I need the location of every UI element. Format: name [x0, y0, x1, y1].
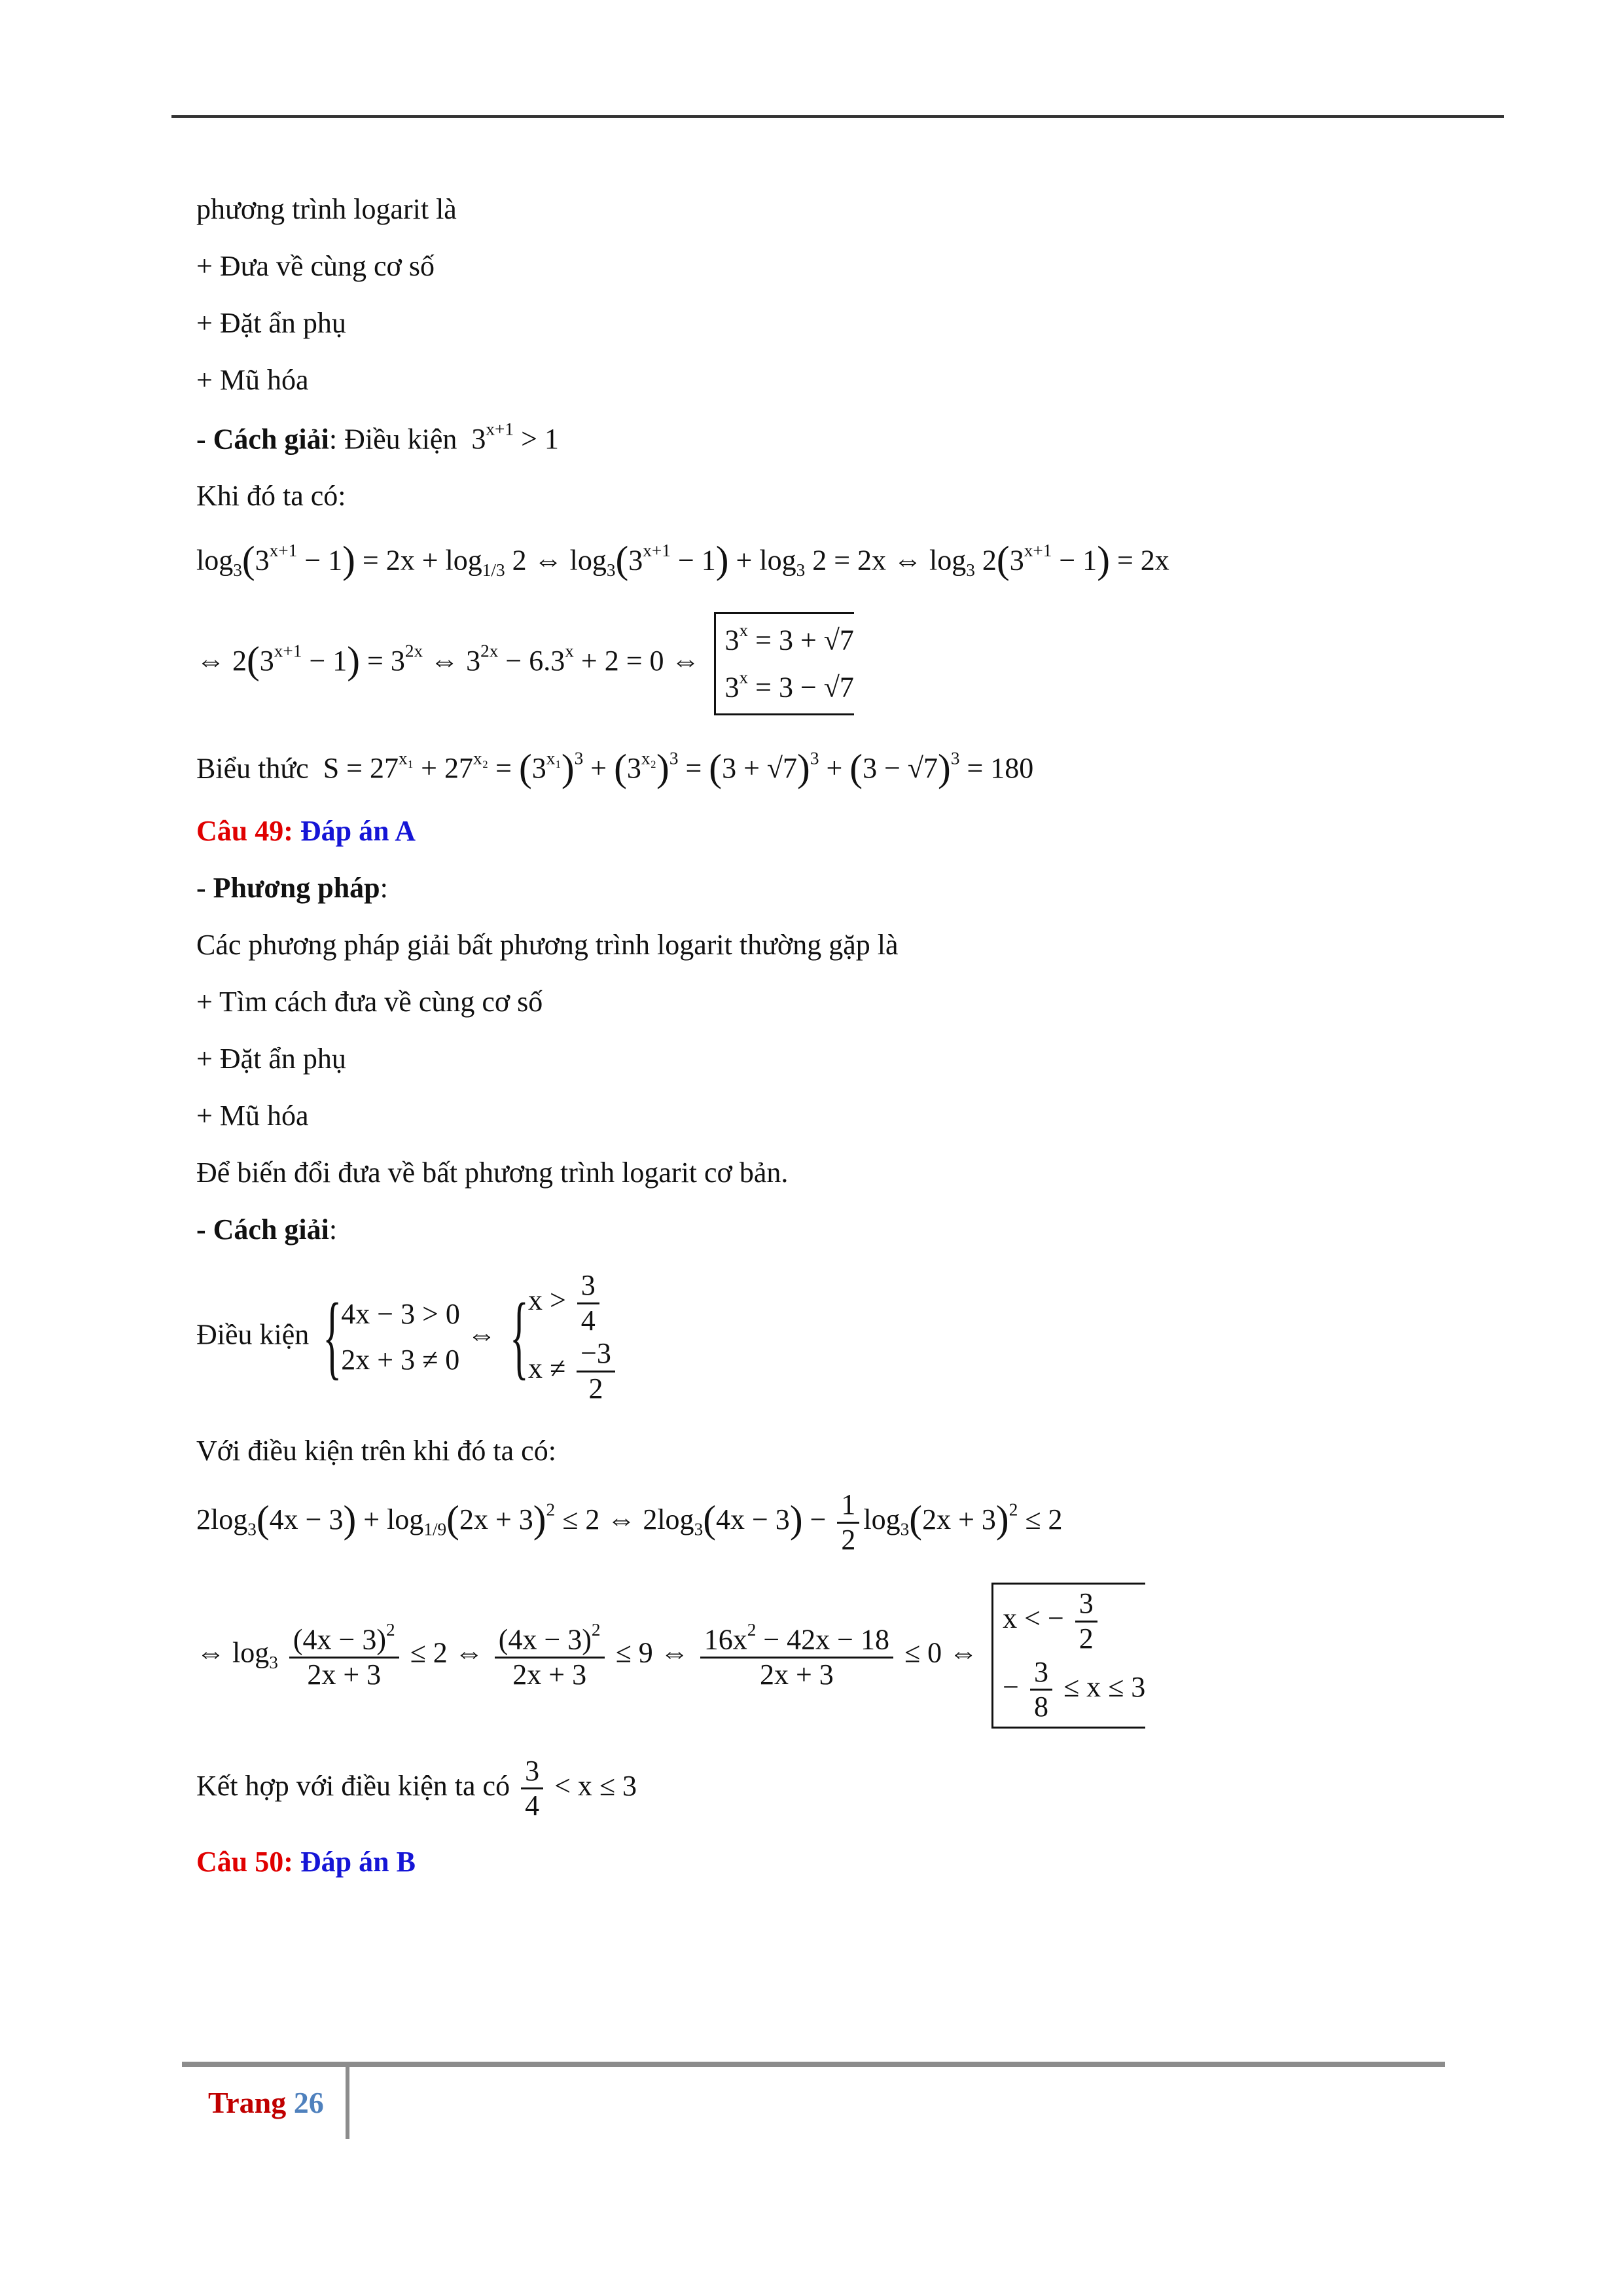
- formula-expression: $S = 27^{x_1} + 27^{x_2} = (3^{x_1})^3 + (3^{x_2})^3 = (3 + √7)^3 + (3 - √7)^3 = 180$: [315, 745, 1034, 789]
- question-label: Câu 50:: [196, 1846, 293, 1878]
- condition-text: : Điều kiện: [329, 423, 457, 456]
- formula-condition: $3^{x+1} > 1$: [464, 420, 559, 456]
- formula-inequality-1: $2\log_3(4x - 3) + \log_{1/9}(2x + 3)^2 \le 2$ ⇔ $2\log_3(4x - 3)$ − $\frac{1}{2}$ $\log_3(2x + 3)^2 \le 2$: [196, 1488, 1063, 1556]
- solution-heading: - Cách giải:: [196, 1213, 338, 1246]
- expression-label: Biểu thức: [196, 751, 309, 784]
- page-number: [208, 2085, 324, 2120]
- text-line: + Đặt ẩn phụ: [196, 1042, 346, 1075]
- text-line: + Đưa về cùng cơ số: [196, 250, 435, 282]
- condition-system: { 4x − 3 > 0 2x + 3 ≠ 0: [323, 1291, 460, 1384]
- header-rule: [171, 115, 1504, 118]
- solution-bracket: $3^x = 3 + √7$ $3^x = 3 - √7$: [714, 612, 854, 715]
- solution-bracket: x < − $\frac{3}{2}$ − $\frac{3}{8}$ ≤ x ≤ 3: [991, 1583, 1145, 1728]
- conclusion-text: Kết hợp với điều kiện ta có: [196, 1770, 510, 1803]
- method-heading: - Phương pháp:: [196, 871, 388, 904]
- formula-equation-1: $\log_3(3^{x+1} - 1) = 2x + \log_{1/3} 2$ ⇔ $\log_3(3^{x+1} - 1) + \log_3 2 = 2x$ ⇔ $\log_3 2(3^{x+1} - 1) = 2x$: [196, 537, 1169, 581]
- text-line: Với điều kiện trên khi đó ta có:: [196, 1435, 556, 1467]
- expression-line: [196, 742, 1492, 794]
- text-line: + Đặt ẩn phụ: [196, 307, 346, 339]
- conclusion-line: [196, 1755, 1492, 1823]
- text-line: Các phương pháp giải bất phương trình logarit thường gặp là: [196, 928, 899, 961]
- condition-result: { x > $\frac{3}{4}$ x ≠ $\frac{-3}{2}$: [510, 1269, 619, 1405]
- page-label: Trang: [208, 2086, 287, 2119]
- formula-conclusion: $\frac{3}{4}$ < x ≤ 3: [517, 1770, 637, 1802]
- answer-label: Đáp án B: [300, 1846, 416, 1878]
- section-label: - Cách giải: [196, 423, 329, 456]
- section-label: - Phương pháp: [196, 871, 380, 904]
- text-line: + Mũ hóa: [196, 364, 309, 396]
- section-label: - Cách giải: [196, 1213, 329, 1246]
- answer-label: Đáp án A: [300, 814, 416, 847]
- formula-condition-system: Điều kiện { 4x − 3 > 0 2x + 3 ≠ 0 ⇔ { x > $\frac{3}{4}$ x ≠ $\frac{-3}{2}$: [196, 1269, 1492, 1405]
- question-49-heading: [196, 812, 1492, 851]
- question-label: Câu 49:: [196, 814, 293, 847]
- text-line: + Mũ hóa: [196, 1099, 309, 1132]
- page-content: [196, 190, 1492, 1899]
- formula-equation-2: ⇔ $2(3^{x+1} - 1) = 3^{2x}$ ⇔ $3^{2x} - 6.3^x + 2 = 0$ ⇔ $3^x = 3 + √7$ $3^x = 3 - √7$: [196, 612, 1492, 715]
- page-value: 26: [293, 2086, 324, 2119]
- footer-rule: [182, 2062, 1445, 2067]
- condition-label: Điều kiện: [196, 1318, 310, 1351]
- text-line: + Tìm cách đưa về cùng cơ số: [196, 985, 543, 1018]
- question-50-heading: [196, 1842, 1492, 1882]
- text-line: Khi đó ta có:: [196, 479, 346, 512]
- formula-inequality-2: ⇔ $\log_3$ $\frac{(4x - 3)^2}{2x + 3}$ ≤ 2 ⇔ $\frac{(4x - 3)^2}{2x + 3}$ ≤ 9 ⇔ $\frac{16x^2 - 42x - 18}{2x + 3}$ ≤ 0 ⇔ x < − $\frac{3}{2}$ − $\frac{3}{8}$ ≤ x ≤ 3: [196, 1583, 1492, 1728]
- footer-divider: [346, 2067, 349, 2139]
- solution-condition-line: [196, 418, 1492, 459]
- text-line: phương trình logarit là: [196, 193, 457, 225]
- text-line: Để biến đổi đưa về bất phương trình logarit cơ bản.: [196, 1156, 789, 1189]
